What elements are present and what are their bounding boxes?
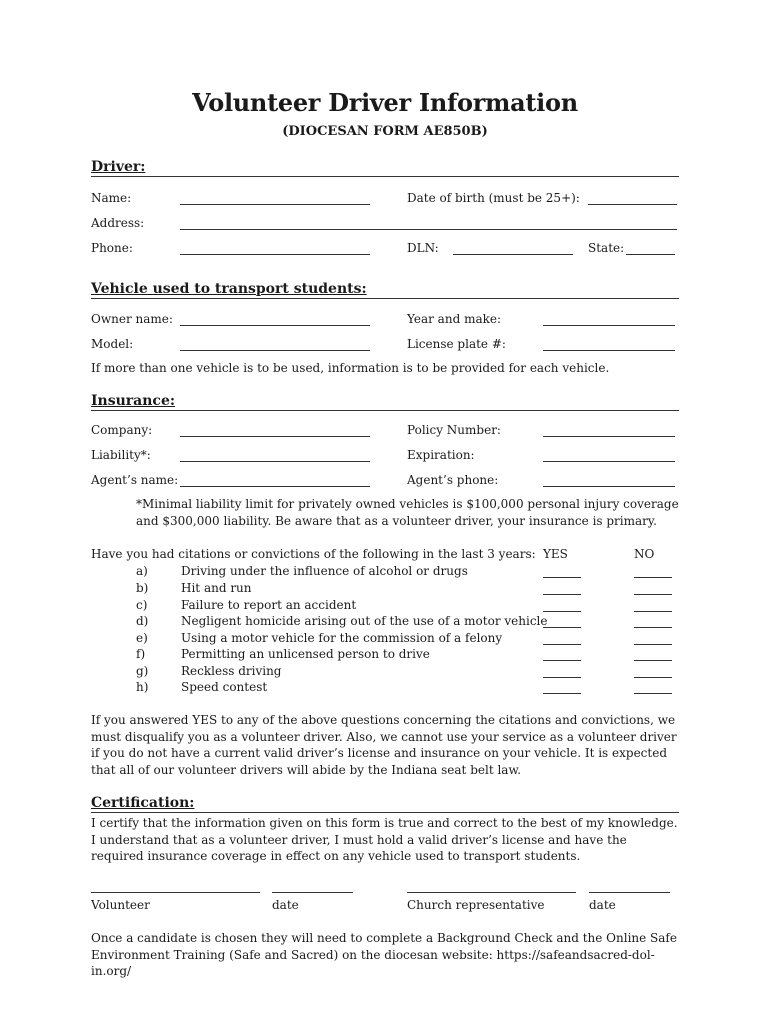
policy-number-label: Policy Number:: [407, 423, 501, 437]
closing-paragraph: Once a candidate is chosen they will need to complete a Background Check and the Online Safe Environment Training (Safe and Sacred) on the diocesan website: https://safeandsacred-dol-in.org/: [91, 931, 677, 978]
name-label: Name:: [91, 191, 132, 205]
dob-label: Date of birth (must be 25+):: [407, 191, 580, 205]
policy-number-field[interactable]: [543, 436, 675, 437]
agent-name-field[interactable]: [180, 486, 370, 487]
phone-field[interactable]: [180, 254, 370, 255]
citation-text: Using a motor vehicle for the commission of a felony: [181, 631, 503, 645]
citation-letter: a): [136, 564, 148, 578]
citation-letter: c): [136, 598, 148, 612]
citation-letter: d): [136, 614, 149, 628]
citation-letter: b): [136, 581, 149, 595]
citation-letter: e): [136, 631, 148, 645]
citation-text: Failure to report an accident: [181, 598, 357, 612]
company-field[interactable]: [180, 436, 370, 437]
liability-label: Liability*:: [91, 448, 151, 462]
citation-text: Negligent homicide arising out of the use of a motor vehicle: [181, 614, 548, 628]
license-plate-label: License plate #:: [407, 337, 506, 351]
address-label: Address:: [91, 216, 145, 230]
phone-label: Phone:: [91, 241, 133, 255]
section-heading-certification: Certification:: [91, 794, 679, 813]
name-field[interactable]: [180, 204, 370, 205]
citation-text: Driving under the influence of alcohol or drugs: [181, 564, 468, 578]
vehicle-note: If more than one vehicle is to be used, information is to be provided for each vehicle.: [91, 361, 610, 375]
address-field[interactable]: [180, 229, 677, 230]
dln-field[interactable]: [453, 254, 573, 255]
citation-text: Speed contest: [181, 680, 268, 694]
state-field[interactable]: [626, 254, 675, 255]
volunteer-date-line[interactable]: [272, 892, 353, 893]
citation-no-blank[interactable]: [634, 677, 672, 678]
year-make-field[interactable]: [543, 325, 675, 326]
citation-no-blank[interactable]: [634, 644, 672, 645]
citation-yes-blank[interactable]: [543, 594, 581, 595]
citation-no-blank[interactable]: [634, 627, 672, 628]
section-heading-insurance: Insurance:: [91, 392, 679, 411]
section-heading-vehicle: Vehicle used to transport students:: [91, 280, 679, 299]
yes-column-header: YES: [543, 547, 568, 561]
citation-yes-blank[interactable]: [543, 627, 581, 628]
form-title: Volunteer Driver Information: [192, 88, 578, 117]
state-label: State:: [588, 241, 625, 255]
citation-no-blank[interactable]: [634, 693, 672, 694]
church-rep-date-line[interactable]: [589, 892, 670, 893]
citation-yes-blank[interactable]: [543, 644, 581, 645]
citation-text: Permitting an unlicensed person to drive: [181, 647, 430, 661]
citation-yes-blank[interactable]: [543, 660, 581, 661]
citation-no-blank[interactable]: [634, 660, 672, 661]
owner-field[interactable]: [180, 325, 370, 326]
liability-footnote: *Minimal liability limit for privately owned vehicles is $100,000 personal injury coverage and $300,000 liability. Be aware that as a volunteer driver, your insurance is primary.: [136, 497, 679, 528]
citation-no-blank[interactable]: [634, 577, 672, 578]
citation-yes-blank[interactable]: [543, 611, 581, 612]
dln-label: DLN:: [407, 241, 439, 255]
church-rep-date-caption: date: [589, 898, 616, 912]
citation-letter: f): [136, 647, 146, 661]
church-rep-signature-line[interactable]: [407, 892, 576, 893]
citation-yes-blank[interactable]: [543, 577, 581, 578]
expiration-field[interactable]: [543, 461, 675, 462]
church-rep-caption: Church representative: [407, 898, 545, 912]
model-label: Model:: [91, 337, 134, 351]
license-plate-field[interactable]: [543, 350, 675, 351]
owner-label: Owner name:: [91, 312, 173, 326]
citations-question: Have you had citations or convictions of the following in the last 3 years:: [91, 547, 536, 561]
citation-letter: g): [136, 664, 149, 678]
agent-phone-label: Agent’s phone:: [407, 473, 499, 487]
agent-phone-field[interactable]: [543, 486, 675, 487]
company-label: Company:: [91, 423, 153, 437]
dob-field[interactable]: [588, 204, 677, 205]
citation-letter: h): [136, 680, 149, 694]
citation-text: Hit and run: [181, 581, 252, 595]
agent-name-label: Agent’s name:: [91, 473, 179, 487]
volunteer-date-caption: date: [272, 898, 299, 912]
expiration-label: Expiration:: [407, 448, 475, 462]
model-field[interactable]: [180, 350, 370, 351]
liability-field[interactable]: [180, 461, 370, 462]
form-subtitle: (DIOCESAN FORM AE850B): [282, 124, 488, 139]
volunteer-caption: Volunteer: [91, 898, 150, 912]
citation-no-blank[interactable]: [634, 594, 672, 595]
year-make-label: Year and make:: [407, 312, 502, 326]
section-heading-driver: Driver:: [91, 158, 679, 177]
citation-yes-blank[interactable]: [543, 693, 581, 694]
no-column-header: NO: [634, 547, 655, 561]
citation-no-blank[interactable]: [634, 611, 672, 612]
volunteer-signature-line[interactable]: [91, 892, 260, 893]
citation-text: Reckless driving: [181, 664, 282, 678]
disqualification-paragraph: If you answered YES to any of the above questions concerning the citations and convictions, we must disqualify you as a volunteer driver. Also, we cannot use your service as a volunteer driver if you do not have a current valid driver’s license and insurance on your vehicle. It is expected that all of our volunteer drivers will abide by the Indiana seat belt law.: [91, 713, 677, 777]
certification-paragraph: I certify that the information given on this form is true and correct to the best of my knowledge. I understand that as a volunteer driver, I must hold a valid driver’s license and have the required insurance coverage in effect on any vehicle used to transport students.: [91, 816, 678, 863]
citation-yes-blank[interactable]: [543, 677, 581, 678]
